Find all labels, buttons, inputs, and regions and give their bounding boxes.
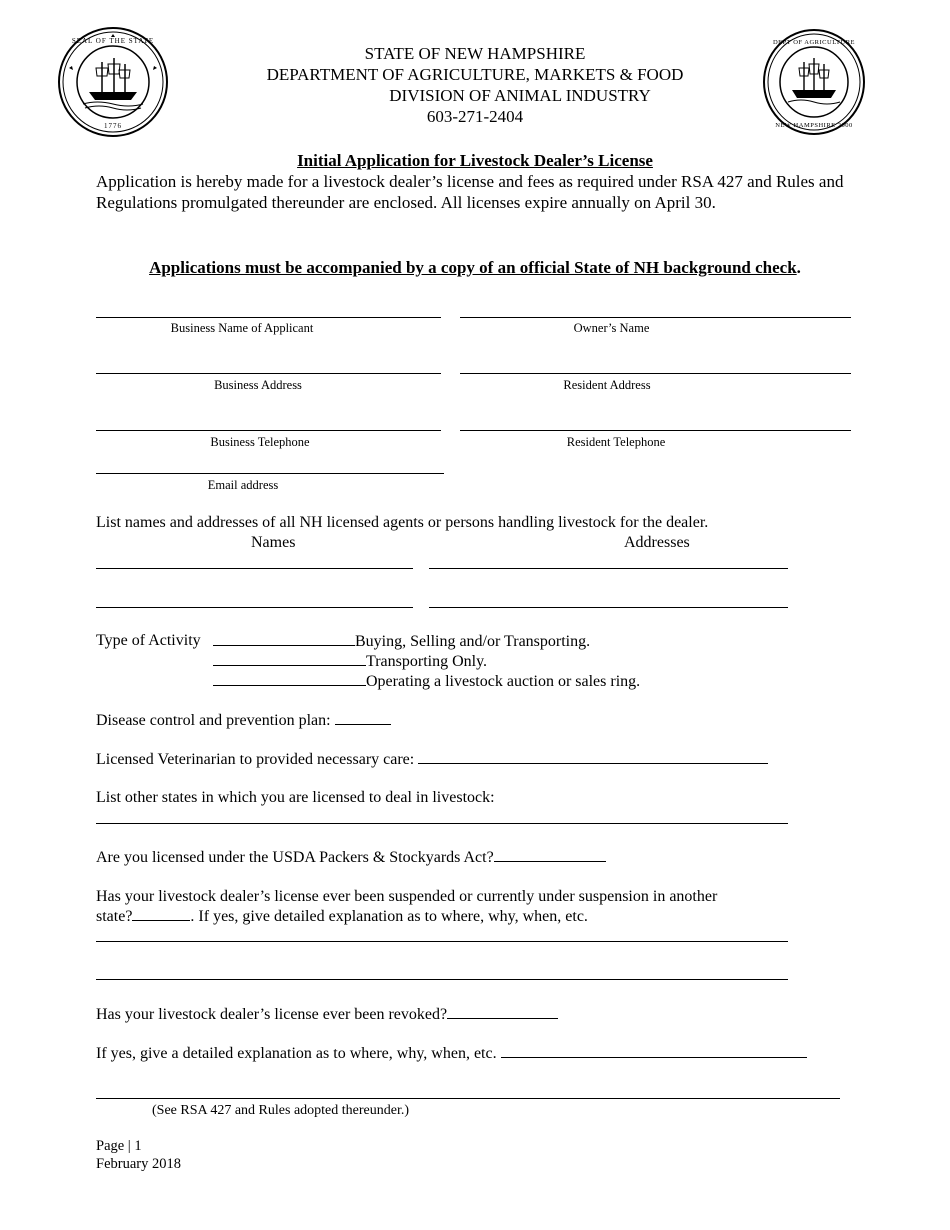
- svg-text:DEPT OF AGRICULTURE: DEPT OF AGRICULTURE: [772, 39, 856, 46]
- activity-blank-buying[interactable]: [213, 631, 355, 646]
- intro-paragraph: Application is hereby made for a livestock dealer’s license and fees as required under RSA 427 and Rules and Regulations promulgated thereunder are enclosed. All licenses expire annually on April 30.: [96, 172, 844, 212]
- revision-date: February 2018: [96, 1156, 181, 1172]
- activity-option-auction: [213, 671, 640, 692]
- revoked-explanation-label: If yes, give a detailed explanation as to where, why, when, etc.: [96, 1045, 497, 1062]
- business-address-line[interactable]: [96, 373, 441, 374]
- form-title: Initial Application for Livestock Dealer’s License: [297, 151, 653, 170]
- email-label: Email address: [207, 478, 279, 492]
- activity-label: Type of Activity: [96, 632, 201, 649]
- activity-option-auction-text: Operating a livestock auction or sales ring.: [366, 673, 641, 690]
- resident-address-line[interactable]: [460, 373, 851, 374]
- rsa-footnote: (See RSA 427 and Rules adopted thereunder.): [152, 1103, 410, 1118]
- usda-label: Are you licensed under the USDA Packers & Stockyards Act?: [96, 849, 494, 866]
- division-name: DIVISION OF ANIMAL INDUSTRY: [389, 86, 651, 105]
- suspended-state-label: state?: [96, 908, 133, 925]
- agent-address-line-2[interactable]: [429, 607, 788, 608]
- agent-address-line-1[interactable]: [429, 568, 788, 569]
- usda-question: [96, 847, 606, 868]
- veterinarian-label: Licensed Veterinarian to provided necessary care:: [96, 751, 415, 768]
- business-name-label: Business Name of Applicant: [170, 321, 314, 335]
- business-telephone-line[interactable]: [96, 430, 441, 431]
- addresses-column-header: Addresses: [624, 534, 690, 551]
- state-name: STATE OF NEW HAMPSHIRE: [364, 44, 586, 63]
- disease-plan-question: [96, 710, 391, 731]
- suspended-blank[interactable]: [132, 906, 190, 921]
- veterinarian-blank[interactable]: [418, 749, 768, 764]
- other-states-label: List other states in which you are licensed to deal in livestock:: [96, 789, 495, 806]
- business-address-label: Business Address: [214, 378, 302, 392]
- usda-blank[interactable]: [494, 847, 606, 862]
- activity-option-transporting-text: Transporting Only.: [366, 653, 488, 670]
- agent-name-line-1[interactable]: [96, 568, 413, 569]
- owner-name-label: Owner’s Name: [573, 321, 650, 335]
- page-number: Page | 1: [96, 1138, 142, 1154]
- background-check-notice: [0, 258, 950, 278]
- other-states-line[interactable]: [96, 823, 788, 824]
- department-phone: 603-271-2404: [426, 107, 524, 126]
- revoked-blank[interactable]: [447, 1004, 558, 1019]
- suspended-explain-label: . If yes, give detailed explanation as to where, why, when, etc.: [190, 908, 588, 925]
- activity-blank-auction[interactable]: [213, 671, 366, 686]
- resident-address-label: Resident Address: [563, 378, 651, 392]
- resident-telephone-label: Resident Telephone: [566, 435, 666, 449]
- agents-prompt: List names and addresses of all NH licensed agents or persons handling livestock for the dealer.: [96, 514, 709, 531]
- resident-telephone-line[interactable]: [460, 430, 851, 431]
- email-line[interactable]: [96, 473, 444, 474]
- department-name: DEPARTMENT OF AGRICULTURE, MARKETS & FOOD: [266, 65, 684, 84]
- suspended-explanation-line-2[interactable]: [96, 979, 788, 980]
- suspended-question-line2: [96, 906, 588, 927]
- revoked-explanation-question: [96, 1043, 807, 1064]
- revoked-question: [96, 1004, 558, 1025]
- disease-plan-label: Disease control and prevention plan:: [96, 712, 331, 729]
- activity-option-buying-text: Buying, Selling and/or Transporting.: [355, 633, 591, 650]
- veterinarian-question: [96, 749, 768, 770]
- svg-text:NEW HAMPSHIRE 2000: NEW HAMPSHIRE 2000: [775, 122, 853, 129]
- revoked-explanation-blank[interactable]: [501, 1043, 807, 1058]
- revoked-label: Has your livestock dealer’s license ever been revoked?: [96, 1006, 448, 1023]
- business-telephone-label: Business Telephone: [210, 435, 310, 449]
- background-check-text: Applications must be accompanied by a copy of an official State of NH background check: [149, 258, 797, 277]
- agent-name-line-2[interactable]: [96, 607, 413, 608]
- names-column-header: Names: [251, 534, 296, 551]
- suspended-question-line1: Has your livestock dealer’s license ever been suspended or currently under suspension in another: [96, 888, 718, 905]
- activity-option-transporting: [213, 651, 487, 672]
- disease-plan-blank[interactable]: [335, 710, 391, 725]
- suspended-explanation-line-1[interactable]: [96, 941, 788, 942]
- activity-option-buying: [213, 631, 590, 652]
- activity-blank-transporting[interactable]: [213, 651, 366, 666]
- revoked-explanation-line[interactable]: [96, 1098, 840, 1099]
- svg-text:1776: 1776: [104, 122, 122, 130]
- notice-period: .: [796, 258, 801, 277]
- svg-text:SEAL OF THE STATE: SEAL OF THE STATE: [71, 37, 155, 45]
- business-name-line[interactable]: [96, 317, 441, 318]
- owner-name-line[interactable]: [460, 317, 851, 318]
